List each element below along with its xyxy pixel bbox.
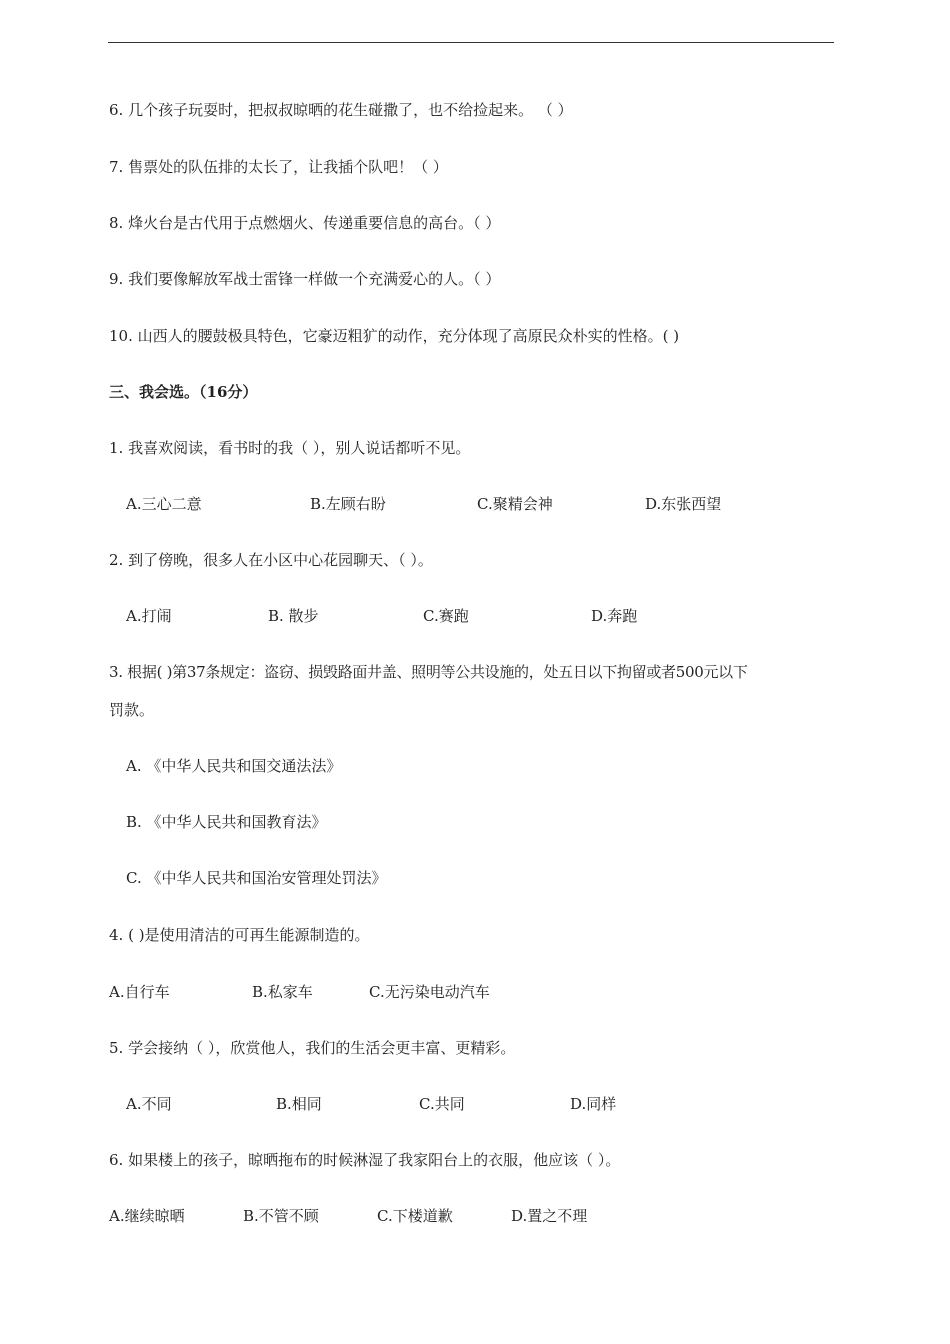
choice-question-3: 3. 根据( )第37条规定：盗窃、损毁路面井盖、照明等公共设施的，处五日以下拘留或者500元以下 — [109, 663, 748, 681]
q5-option-a: A.不同 — [126, 1095, 172, 1113]
q4-option-b: B.私家车 — [252, 983, 313, 1001]
q6-option-b: B.不管不顾 — [243, 1207, 319, 1225]
q5-option-b: B.相同 — [276, 1095, 322, 1113]
choice-question-2: 2. 到了傍晚，很多人在小区中心花园聊天、（ ）。 — [109, 551, 433, 569]
judge-question-10: 10. 山西人的腰鼓极具特色，它豪迈粗犷的动作，充分体现了高原民众朴实的性格。( ) — [109, 327, 680, 345]
judge-question-9: 9. 我们要像解放军战士雷锋一样做一个充满爱心的人。（ ） — [109, 270, 501, 288]
q3-option-c: C. 《中华人民共和国治安管理处罚法》 — [126, 869, 387, 887]
q2-option-b: B. 散步 — [268, 607, 319, 625]
choice-question-1: 1. 我喜欢阅读，看书时的我（ ），别人说话都听不见。 — [109, 439, 471, 457]
choice-question-6: 6. 如果楼上的孩子，晾晒拖布的时候淋湿了我家阳台上的衣服，他应该（ ）。 — [109, 1151, 621, 1169]
judge-question-6: 6. 几个孩子玩耍时，把叔叔晾晒的花生碰撒了，也不给捡起来。 （ ） — [109, 101, 573, 119]
q4-option-a: A.自行车 — [109, 983, 170, 1001]
q4-option-c: C.无污染电动汽车 — [369, 983, 490, 1001]
q3-option-b: B. 《中华人民共和国教育法》 — [126, 813, 327, 831]
q3-option-a: A. 《中华人民共和国交通法法》 — [126, 757, 342, 775]
q6-option-c: C.下楼道歉 — [377, 1207, 453, 1225]
judge-question-7: 7. 售票处的队伍排的太长了，让我插个队吧！（ ） — [109, 158, 448, 176]
q2-option-a: A.打闹 — [126, 607, 172, 625]
q1-option-b: B.左顾右盼 — [310, 495, 386, 513]
q2-option-d: D.奔跑 — [591, 607, 638, 625]
q5-option-d: D.同样 — [570, 1095, 617, 1113]
judge-question-8: 8. 烽火台是古代用于点燃烟火、传递重要信息的高台。（ ） — [109, 214, 501, 232]
q6-option-a: A.继续晾晒 — [109, 1207, 185, 1225]
q1-option-c: C.聚精会神 — [477, 495, 553, 513]
q1-option-a: A.三心二意 — [126, 495, 202, 513]
choice-question-3-cont: 罚款。 — [109, 701, 155, 719]
header-rule — [108, 42, 834, 43]
q5-option-c: C.共同 — [419, 1095, 465, 1113]
choice-question-5: 5. 学会接纳（ ），欣赏他人，我们的生活会更丰富、更精彩。 — [109, 1039, 516, 1057]
section-3-title: 三、我会选。（16分） — [109, 383, 258, 401]
q6-option-d: D.置之不理 — [511, 1207, 588, 1225]
choice-question-4: 4. ( )是使用清洁的可再生能源制造的。 — [109, 926, 370, 944]
q1-option-d: D.东张西望 — [645, 495, 722, 513]
q2-option-c: C.赛跑 — [423, 607, 469, 625]
